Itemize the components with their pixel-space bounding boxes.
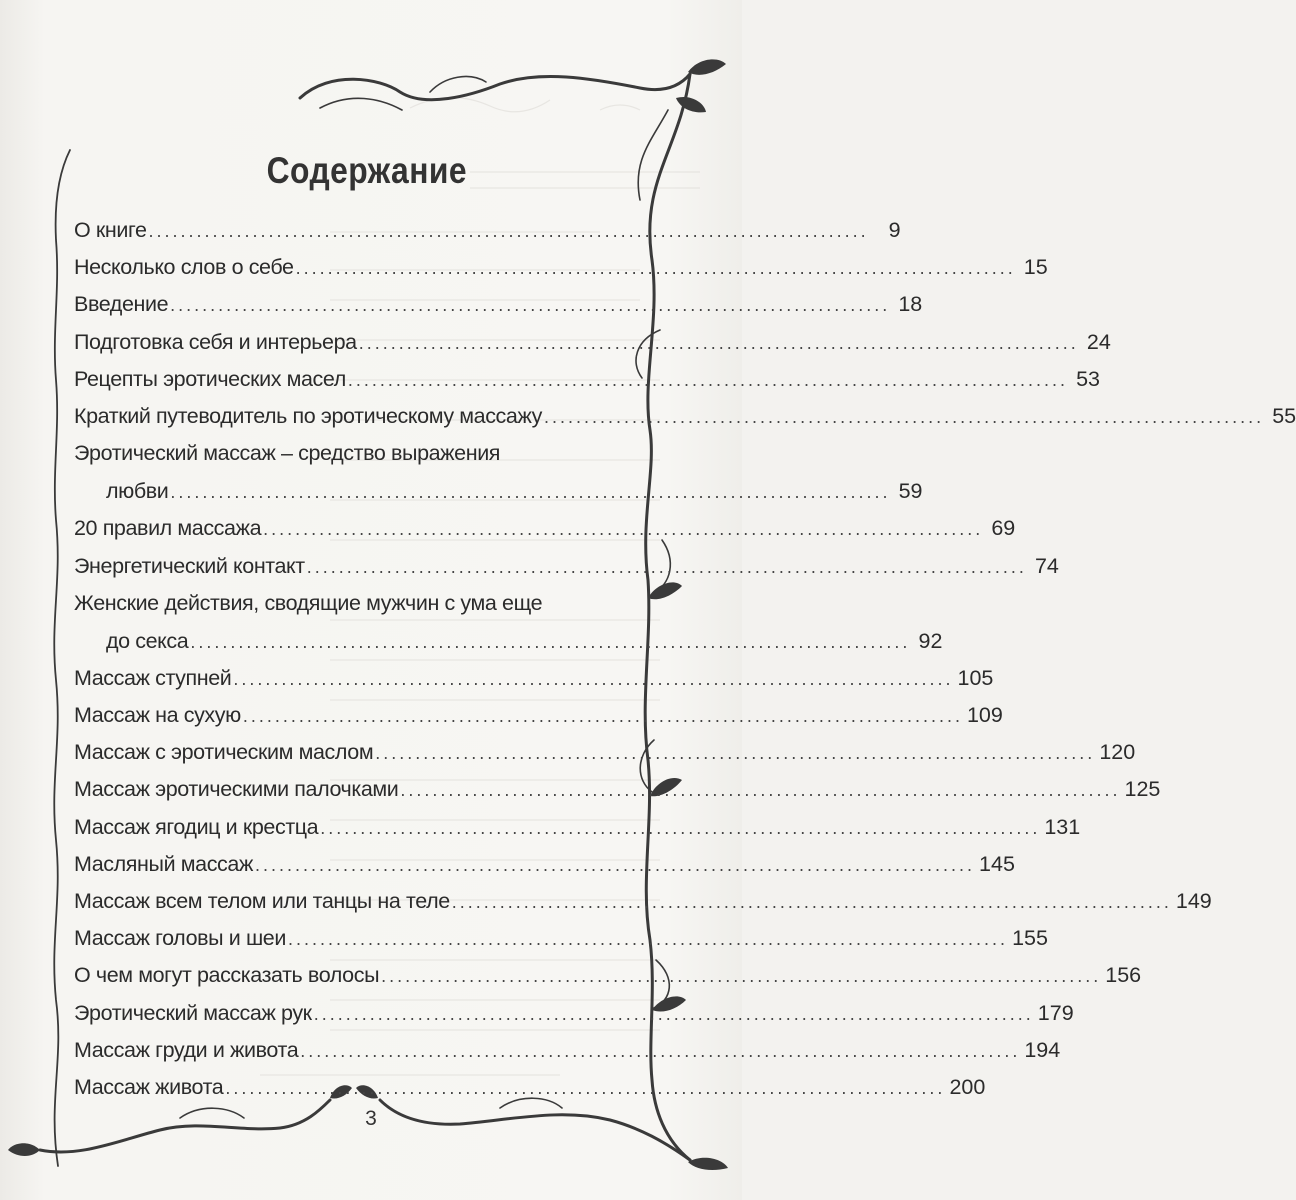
dot-leader: .......................................................................................... bbox=[233, 668, 954, 689]
toc-entry-page: 9 bbox=[888, 218, 901, 242]
toc-entry-title: Введение bbox=[74, 292, 169, 317]
toc-entry-title-line1: Женские действия, сводящие мужчин с ума еще bbox=[74, 590, 543, 615]
toc-entry bbox=[74, 889, 1212, 926]
dot-leader: .......................................................................................... bbox=[306, 556, 1027, 577]
toc-entry bbox=[74, 777, 1161, 814]
toc-entry-page: 92 bbox=[918, 628, 943, 653]
toc-entry bbox=[74, 292, 923, 329]
dot-leader: .......................................................................................... bbox=[544, 406, 1265, 427]
toc-entry-title: Массаж груди и живота bbox=[74, 1037, 299, 1062]
toc-entry bbox=[74, 553, 1059, 591]
dot-leader: .......................................................................................... bbox=[190, 631, 911, 652]
toc-entry-title: Массаж живота bbox=[74, 1074, 224, 1099]
dot-leader: .......................................................................................... bbox=[400, 780, 1121, 801]
dot-leader: .......................................................................................... bbox=[225, 1077, 946, 1098]
toc-entry-title: Массаж всем телом или танцы на теле bbox=[74, 889, 450, 913]
toc-entry-title: Массаж с эротическим маслом bbox=[74, 740, 374, 765]
dot-leader: .......................................................................................... bbox=[375, 743, 1096, 764]
toc-entry-first-line bbox=[74, 441, 608, 479]
toc-entry bbox=[74, 703, 1003, 740]
toc-entry-page: 109 bbox=[966, 703, 1003, 728]
toc-entry bbox=[74, 255, 1048, 292]
toc-entry-title-line1: Эротический массаж – средство выражения bbox=[74, 441, 501, 466]
toc-entry-title: Массаж эротическими палочками bbox=[74, 777, 399, 802]
toc-entry bbox=[74, 403, 1296, 441]
frame-left-vine bbox=[54, 150, 70, 1166]
toc-entry-page: 131 bbox=[1044, 814, 1081, 839]
page-title: Содержание bbox=[266, 150, 467, 191]
dot-leader: .......................................................................................... bbox=[242, 706, 963, 727]
toc-entry bbox=[74, 628, 943, 666]
toc-entry-page: 149 bbox=[1175, 889, 1212, 913]
dot-leader: .......................................................................................... bbox=[287, 929, 1009, 950]
dot-leader: .......................................................................................... bbox=[170, 482, 891, 503]
toc-entry-title: О книге bbox=[74, 218, 147, 242]
toc-entry-page: 55 bbox=[1272, 403, 1296, 428]
page-number: 3 bbox=[365, 1107, 377, 1130]
toc-entry-title: Подготовка себя и интерьера bbox=[74, 329, 357, 354]
dot-leader: .......................................................................................... bbox=[170, 295, 891, 316]
toc-entry-page: 156 bbox=[1105, 963, 1142, 988]
dot-leader: .......................................................................................... bbox=[263, 519, 984, 540]
toc-entry-page: 18 bbox=[898, 292, 923, 317]
toc-entry-first-line bbox=[74, 591, 608, 629]
toc-entry-title: Краткий путеводитель по эротическому массажу bbox=[74, 403, 543, 428]
toc-entry-page: 145 bbox=[979, 851, 1015, 876]
toc-entry bbox=[74, 665, 994, 703]
toc-entry-page: 125 bbox=[1124, 777, 1161, 802]
toc-entry bbox=[74, 740, 1136, 777]
dot-leader: .......................................................................................... bbox=[148, 221, 869, 241]
toc-entry-page: 24 bbox=[1086, 329, 1111, 354]
toc-entry-title: до секса bbox=[106, 628, 189, 653]
dot-leader: .......................................................................................... bbox=[300, 1040, 1021, 1061]
toc-entry bbox=[74, 516, 1016, 553]
dot-leader: .......................................................................................... bbox=[381, 966, 1102, 987]
toc-entry-page: 53 bbox=[1076, 366, 1100, 391]
dot-leader: .......................................................................................... bbox=[313, 1003, 1034, 1024]
dot-leader: .......................................................................................... bbox=[347, 369, 1068, 390]
toc-entry-page: 15 bbox=[1023, 255, 1048, 280]
table-of-contents bbox=[74, 218, 1296, 1112]
toc-entry bbox=[74, 366, 1100, 404]
toc-entry-page: 194 bbox=[1024, 1037, 1061, 1062]
toc-entry-title: Масляный массаж bbox=[74, 851, 253, 876]
toc-entry-title: Массаж головы и шеи bbox=[74, 926, 286, 951]
toc-entry bbox=[74, 479, 923, 516]
toc-entry bbox=[74, 814, 1081, 852]
toc-entry bbox=[74, 926, 1048, 963]
dot-leader: .......................................................................................... bbox=[320, 817, 1041, 838]
toc-entry-title: любви bbox=[106, 479, 169, 504]
dot-leader: .......................................................................................... bbox=[358, 332, 1079, 353]
toc-entry bbox=[74, 1037, 1061, 1075]
toc-entry-title: О чем могут рассказать волосы bbox=[74, 963, 380, 988]
toc-entry-title: 20 правил массажа bbox=[74, 516, 262, 541]
toc-entry-title: Массаж на сухую bbox=[74, 703, 241, 728]
frame-top-curl bbox=[300, 74, 690, 100]
toc-entry bbox=[74, 851, 1015, 889]
toc-entry-page: 200 bbox=[949, 1074, 986, 1099]
toc-entry-title: Рецепты эротических масел bbox=[74, 366, 346, 391]
dot-leader: .......................................................................................... bbox=[295, 258, 1016, 279]
toc-entry-page: 155 bbox=[1012, 926, 1048, 951]
toc-entry-page: 74 bbox=[1034, 553, 1059, 578]
dot-leader: .......................................................................................... bbox=[254, 854, 976, 875]
dot-leader: .......................................................................................... bbox=[451, 892, 1172, 912]
toc-entry bbox=[74, 963, 1142, 1000]
toc-entry-title: Энергетический контакт bbox=[74, 553, 305, 578]
toc-entry-page: 105 bbox=[957, 665, 994, 690]
toc-entry bbox=[74, 1000, 1074, 1038]
toc-entry-title: Несколько слов о себе bbox=[74, 255, 294, 280]
toc-entry-page: 120 bbox=[1099, 740, 1136, 765]
toc-entry-title: Массаж ступней bbox=[74, 665, 232, 690]
leaf-ornament bbox=[688, 59, 726, 74]
toc-entry-page: 179 bbox=[1037, 1000, 1074, 1025]
toc-entry bbox=[74, 218, 901, 255]
toc-entry-title: Эротический массаж рук bbox=[74, 1000, 312, 1025]
toc-entry-page: 59 bbox=[898, 479, 923, 504]
toc-entry bbox=[74, 329, 1111, 367]
toc-entry-title: Массаж ягодиц и крестца bbox=[74, 814, 319, 839]
toc-entry-page: 69 bbox=[991, 516, 1016, 541]
